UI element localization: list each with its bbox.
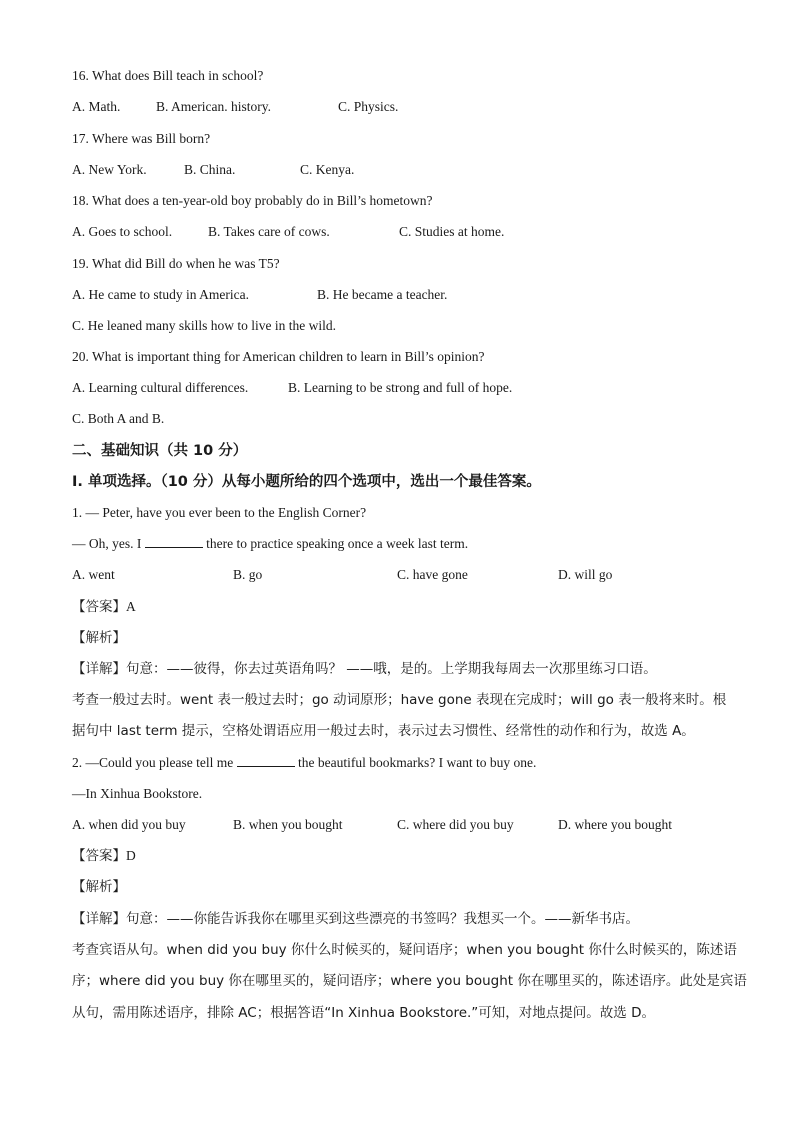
question-17-option-a: A. New York.	[72, 162, 147, 177]
answer-label: 【答案】	[72, 599, 126, 615]
answer-value: A	[126, 599, 136, 614]
detail-label: 【详解】	[72, 911, 126, 927]
section-two-subheading: I. 单项选择。（10 分）从每小题所给的四个选项中，选出一个最佳答案。	[72, 474, 541, 490]
question-2-option-d: D. where you bought	[558, 817, 672, 832]
question-17-option-b: B. China.	[184, 162, 236, 177]
question-2-detail-line-3: 序；where did you buy 你在哪里买的，疑问语序；where you bought 你在哪里买的，陈述语序。此处是宾语	[72, 973, 747, 989]
question-1-blank	[145, 535, 203, 548]
question-19-option-b: B. He became a teacher.	[317, 287, 448, 302]
question-16-stem: 16. What does Bill teach in school?	[72, 68, 264, 83]
answer-label: 【答案】	[72, 848, 126, 864]
question-2-analysis-label: 【解析】	[72, 879, 126, 895]
question-1-option-b: B. go	[233, 567, 263, 582]
question-2-line-1	[72, 753, 536, 773]
question-1-option-d: D. will go	[558, 567, 613, 582]
question-1-line-2-before: — Oh, yes. I	[72, 536, 145, 551]
question-1-line-1: 1. — Peter, have you ever been to the English Corner?	[72, 505, 367, 520]
question-1-option-c: C. have gone	[397, 567, 468, 582]
question-18-stem: 18. What does a ten-year-old boy probably do in Bill’s hometown?	[72, 193, 433, 208]
question-16-option-c: C. Physics.	[338, 99, 399, 114]
question-2-line-1-after: the beautiful bookmarks? I want to buy one.	[294, 755, 537, 770]
question-16-option-a: A. Math.	[72, 99, 121, 114]
section-two-heading: 二、基础知识（共 10 分）	[72, 443, 248, 459]
question-20-option-a: A. Learning cultural differences.	[72, 380, 249, 395]
question-2-detail-line-4: 从句，需用陈述语序，排除 AC；根据答语“In Xinhua Bookstore.”可知，对地点提问。故选 D。	[72, 1005, 655, 1021]
question-18-option-c: C. Studies at home.	[399, 224, 505, 239]
question-19-option-a: A. He came to study in America.	[72, 287, 249, 302]
question-1-line-2-after: there to practice speaking once a week last term.	[202, 536, 469, 551]
question-19-stem: 19. What did Bill do when he was T5?	[72, 256, 280, 271]
detail-text: 句意：——彼得，你去过英语角吗？ ——哦，是的。上学期我每周去一次那里练习口语。	[126, 661, 657, 677]
question-19-option-c: C. He leaned many skills how to live in the wild.	[72, 318, 336, 333]
detail-label: 【详解】	[72, 661, 126, 677]
detail-text: 句意：——你能告诉我你在哪里买到这些漂亮的书签吗？我想买一个。——新华书店。	[126, 911, 639, 927]
question-17-option-c: C. Kenya.	[300, 162, 355, 177]
question-2-option-a: A. when did you buy	[72, 817, 186, 832]
question-1-detail-line-2: 考查一般过去时。went 表一般过去时；go 动词原形；have gone 表现在完成时；will go 表一般将来时。根	[72, 692, 727, 708]
question-2-detail-line-2: 考查宾语从句。when did you buy 你什么时候买的，疑问语序；when you bought 你什么时候买的，陈述语	[72, 942, 737, 958]
question-2-option-b: B. when you bought	[233, 817, 343, 832]
question-1-answer	[72, 597, 136, 617]
question-2-blank	[237, 754, 295, 767]
question-1-analysis-label: 【解析】	[72, 630, 126, 646]
question-17-stem: 17. Where was Bill born?	[72, 131, 211, 146]
question-1-line-2	[72, 534, 468, 554]
question-18-option-b: B. Takes care of cows.	[208, 224, 330, 239]
question-2-option-c: C. where did you buy	[397, 817, 514, 832]
question-18-option-a: A. Goes to school.	[72, 224, 173, 239]
question-1-detail-line-3: 据句中 last term 提示，空格处谓语应用一般过去时，表示过去习惯性、经常性的动作和行为，故选 A。	[72, 723, 695, 739]
question-2-line-1-before: 2. —Could you please tell me	[72, 755, 237, 770]
question-1-option-a: A. went	[72, 567, 115, 582]
answer-value: D	[126, 848, 136, 863]
question-2-line-2: —In Xinhua Bookstore.	[72, 786, 203, 801]
question-20-option-b: B. Learning to be strong and full of hope.	[288, 380, 513, 395]
question-20-stem: 20. What is important thing for American children to learn in Bill’s opinion?	[72, 349, 485, 364]
question-2-detail-line-1	[72, 909, 639, 929]
question-16-option-b: B. American. history.	[156, 99, 271, 114]
question-2-answer	[72, 846, 136, 866]
question-20-option-c: C. Both A and B.	[72, 411, 165, 426]
question-1-detail-line-1	[72, 659, 657, 679]
